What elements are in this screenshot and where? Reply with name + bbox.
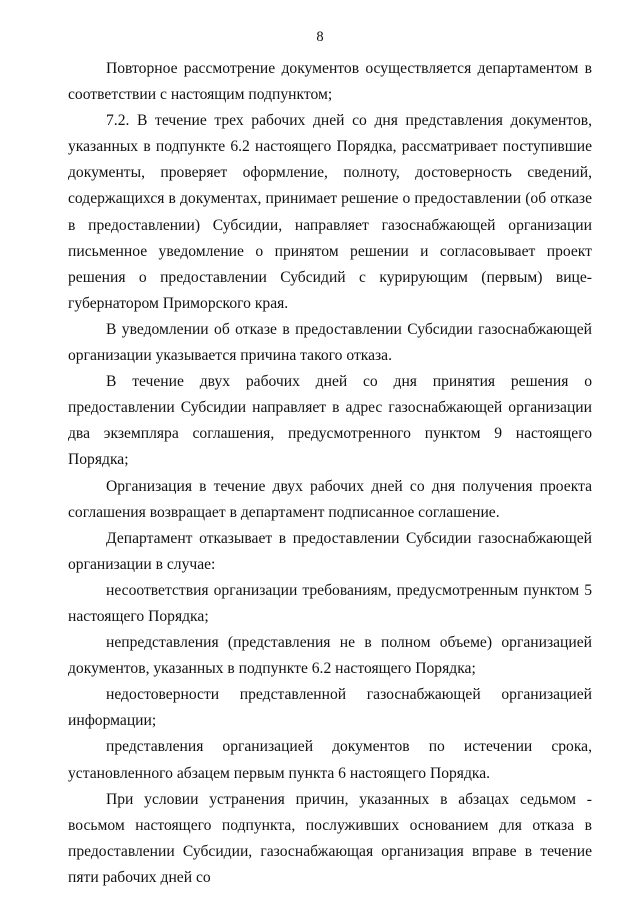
- paragraph: Повторное рассмотрение документов осуществляется департаментом в соответствии с настоящим подпунктом;: [68, 60, 592, 104]
- paragraph: Организация в течение двух рабочих дней со дня получения проекта соглашения возвращает в департамент подписанное соглашение.: [68, 477, 592, 521]
- page-number: 8: [316, 29, 324, 45]
- paragraph: В течение двух рабочих дней со дня принятия решения о предоставлении Субсидии направляет в адрес газоснабжающей организации два экземпляра соглашения, предусмотренного пунктом 9 настоящего Порядка;: [68, 373, 592, 469]
- paragraph: непредставления (представления не в полном объеме) организацией документов, указанных в подпункте 6.2 настоящего Порядка;: [68, 634, 592, 678]
- paragraph: недостоверности представленной газоснабжающей организацией информации;: [68, 686, 592, 730]
- paragraph: 7.2. В течение трех рабочих дней со дня представления документов, указанных в подпункте 6.2 настоящего Порядка, рассматривает поступившие документы, проверяет оформление, полноту, достоверность сведений, содержащихся в документах, принимает решение о предоставлении (об отказе в предоставлении) Субсидии, направляет газоснабжающей организации письменное уведомление о принятом решении и согласовывает проект решения о предоставлении Субсидий с курирующим (первым) вице-губернатором Приморского края.: [68, 112, 592, 312]
- paragraph: В уведомлении об отказе в предоставлении Субсидии газоснабжающей организации указывается причина такого отказа.: [68, 320, 592, 365]
- document-body: [68, 56, 592, 891]
- paragraph: Департамент отказывает в предоставлении Субсидии газоснабжающей организации в случае:: [68, 529, 592, 573]
- paragraph: При условии устранения причин, указанных в абзацах седьмом - восьмом настоящего подпункта, послуживших основанием для отказа в предоставлении Субсидии, газоснабжающая организация вправе в течение пяти рабочих дней со: [68, 790, 592, 886]
- paragraph: представления организацией документов по истечении срока, установленного абзацем первым пункта 6 настоящего Порядка.: [68, 738, 592, 782]
- paragraph: несоответствия организации требованиям, предусмотренным пунктом 5 настоящего Порядка;: [68, 581, 592, 625]
